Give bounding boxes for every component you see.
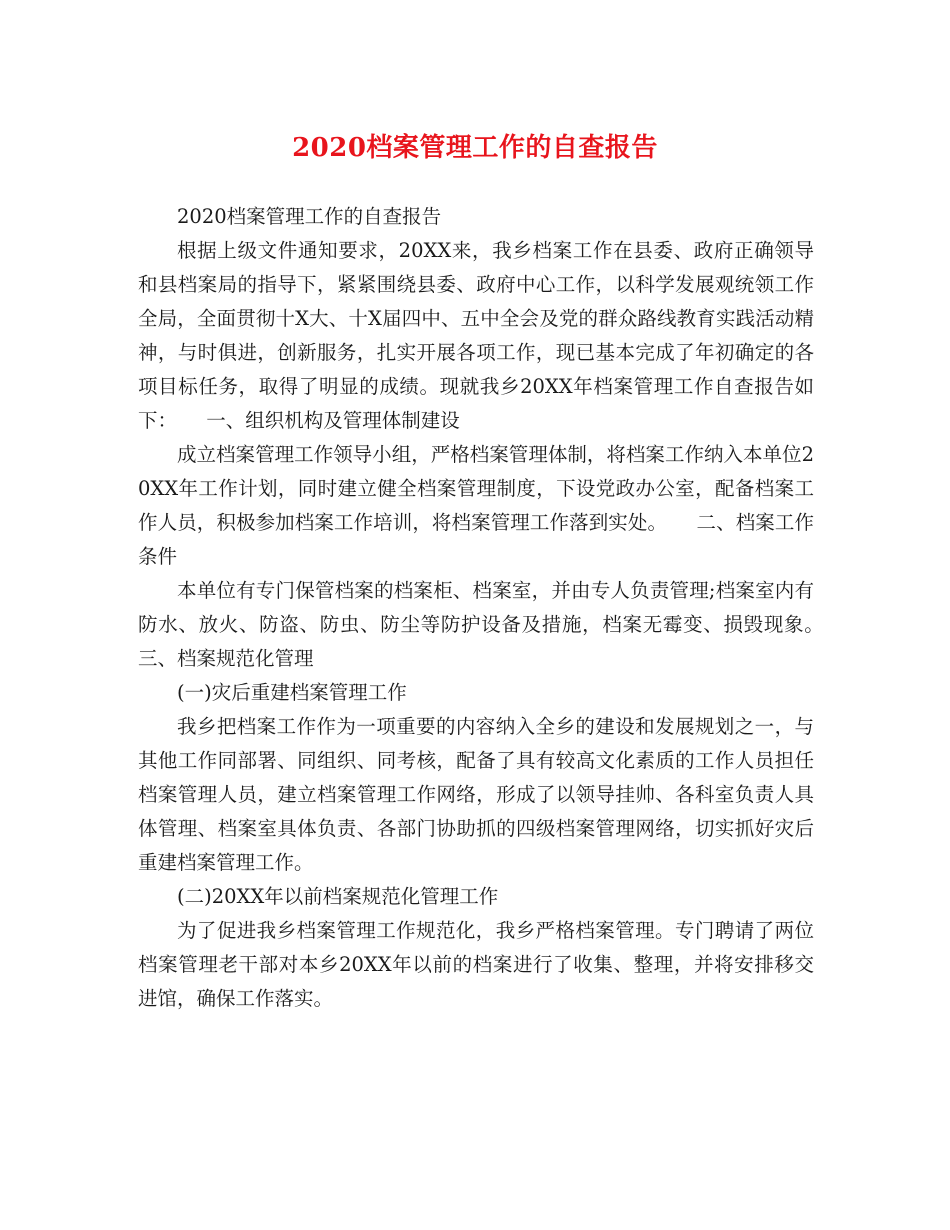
paragraph-intro: 根据上级文件通知要求，20XX来，我乡档案工作在县委、政府正确领导和县档案局的指导下，紧紧围绕县委、政府中心工作，以科学发展观统领工作全局，全面贯彻十X大、十X届四中、五中全会及党的群众路线教育实践活动精神，与时俱进，创新服务，扎实开展各项工作，现已基本完成了年初确定的各项目标任务，取得了明显的成绩。现就我乡20XX年档案管理工作自查报告如下： 一、组织机构及管理体制建设 xyxy=(138,239,814,432)
paragraph-disaster-archives: 我乡把档案工作作为一项重要的内容纳入全乡的建设和发展规划之一，与其他工作同部署、同组织、同考核，配备了具有较高文化素质的工作人员担任档案管理人员，建立档案管理工作网络，形成了以领导挂帅、各科室负责人具体管理、档案室具体负责、各部门协助抓的四级档案管理网络，切实抓好灾后重建档案管理工作。 xyxy=(138,715,814,874)
paragraph-heading-disaster: (一)灾后重建档案管理工作 xyxy=(177,681,407,704)
paragraph-conditions: 本单位有专门保管档案的档案柜、档案室，并由专人负责管理;档案室内有防水、放火、防盗、防虫、防尘等防护设备及措施，档案无霉变、损毁现象。 三、档案规范化管理 xyxy=(138,579,854,670)
paragraph-organization: 成立档案管理工作领导小组，严格档案管理体制，将档案工作纳入本单位20XX年工作计划，同时建立健全档案管理制度，下设党政办公室，配备档案工作人员，积极参加档案工作培训，将档案管理工作落到实处。 二、档案工作条件 xyxy=(138,443,814,568)
paragraph-prior-archives: 为了促进我乡档案管理工作规范化，我乡严格档案管理。专门聘请了两位档案管理老干部对本乡20XX年以前的档案进行了收集、整理，并将安排移交进馆，确保工作落实。 xyxy=(138,919,814,1010)
paragraph-heading-prior: (二)20XX年以前档案规范化管理工作 xyxy=(177,885,499,908)
document-title: 2020档案管理工作的自查报告 xyxy=(292,133,658,163)
document-body xyxy=(138,200,854,1016)
paragraph-subtitle: 2020档案管理工作的自查报告 xyxy=(177,205,442,228)
